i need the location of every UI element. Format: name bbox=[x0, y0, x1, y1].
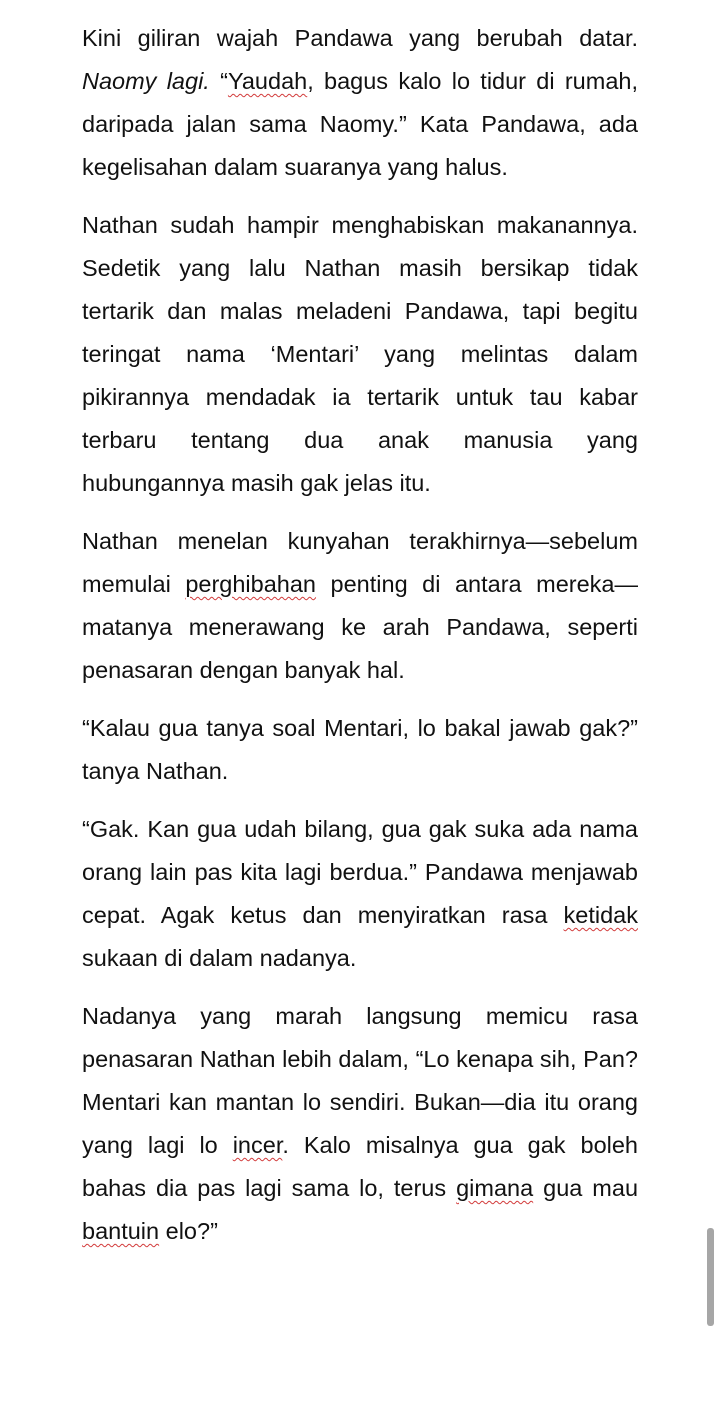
spellcheck-word[interactable]: gimana bbox=[456, 1175, 534, 1201]
document-body bbox=[82, 17, 638, 1268]
italic-text: Naomy lagi. bbox=[82, 68, 210, 94]
paragraph-6 bbox=[82, 995, 638, 1253]
text-segment: Nathan sudah hampir menghabiskan makanannya. Sedetik yang lalu Nathan masih bersikap tidak tertarik dan malas meladeni Pandawa, tapi begitu teringat nama ‘Mentari’ yang melintas dalam pikirannya mendadak ia tertarik untuk tau kabar terbaru tentang dua anak manusia yang hubungannya masih gak jelas itu. bbox=[82, 212, 638, 496]
text-segment: Nathan menelan kunyahan terakhirnya—sebelum memulai bbox=[82, 528, 638, 597]
text-segment: elo?” bbox=[159, 1218, 218, 1244]
paragraph-2 bbox=[82, 204, 638, 505]
spellcheck-word[interactable]: incer bbox=[232, 1132, 283, 1158]
text-segment: “Kalau gua tanya soal Mentari, lo bakal jawab gak?” tanya Nathan. bbox=[82, 715, 638, 784]
text-segment: , bagus kalo lo tidur di rumah, daripada jalan sama Naomy.” Kata Pandawa, ada kegelisahan dalam suaranya yang halus. bbox=[82, 68, 638, 180]
text-segment: . Kalo misalnya gua gak boleh bahas dia pas lagi sama lo, terus bbox=[82, 1132, 638, 1201]
spellcheck-word[interactable]: bantuin bbox=[82, 1218, 160, 1244]
paragraph-5 bbox=[82, 808, 638, 980]
paragraph-3 bbox=[82, 520, 638, 692]
text-segment: Nadanya yang marah langsung memicu rasa penasaran Nathan lebih dalam, “Lo kenapa sih, Pan? Mentari kan mantan lo sendiri. Bukan—dia itu orang yang lagi lo bbox=[82, 1003, 638, 1158]
spellcheck-word[interactable]: Yaudah bbox=[227, 68, 308, 94]
spellcheck-word[interactable]: ketidak bbox=[563, 902, 638, 928]
paragraph-1 bbox=[82, 17, 638, 189]
text-segment: sukaan di dalam nadanya. bbox=[82, 945, 357, 971]
text-segment: “Gak. Kan gua udah bilang, gua gak suka ada nama orang lain pas kita lagi berdua.” Pandawa menjawab cepat. Agak ketus dan menyiratkan rasa bbox=[82, 816, 638, 928]
text-segment: penting di antara mereka—matanya menerawang ke arah Pandawa, seperti penasaran dengan banyak hal. bbox=[82, 571, 638, 683]
vertical-scrollbar[interactable] bbox=[707, 1228, 714, 1326]
spellcheck-word[interactable]: perghibahan bbox=[185, 571, 317, 597]
paragraph-4 bbox=[82, 707, 638, 793]
text-segment: “ bbox=[209, 68, 228, 94]
text-segment: Kini giliran wajah Pandawa yang berubah datar. bbox=[82, 25, 638, 51]
text-segment: gua mau bbox=[533, 1175, 639, 1201]
